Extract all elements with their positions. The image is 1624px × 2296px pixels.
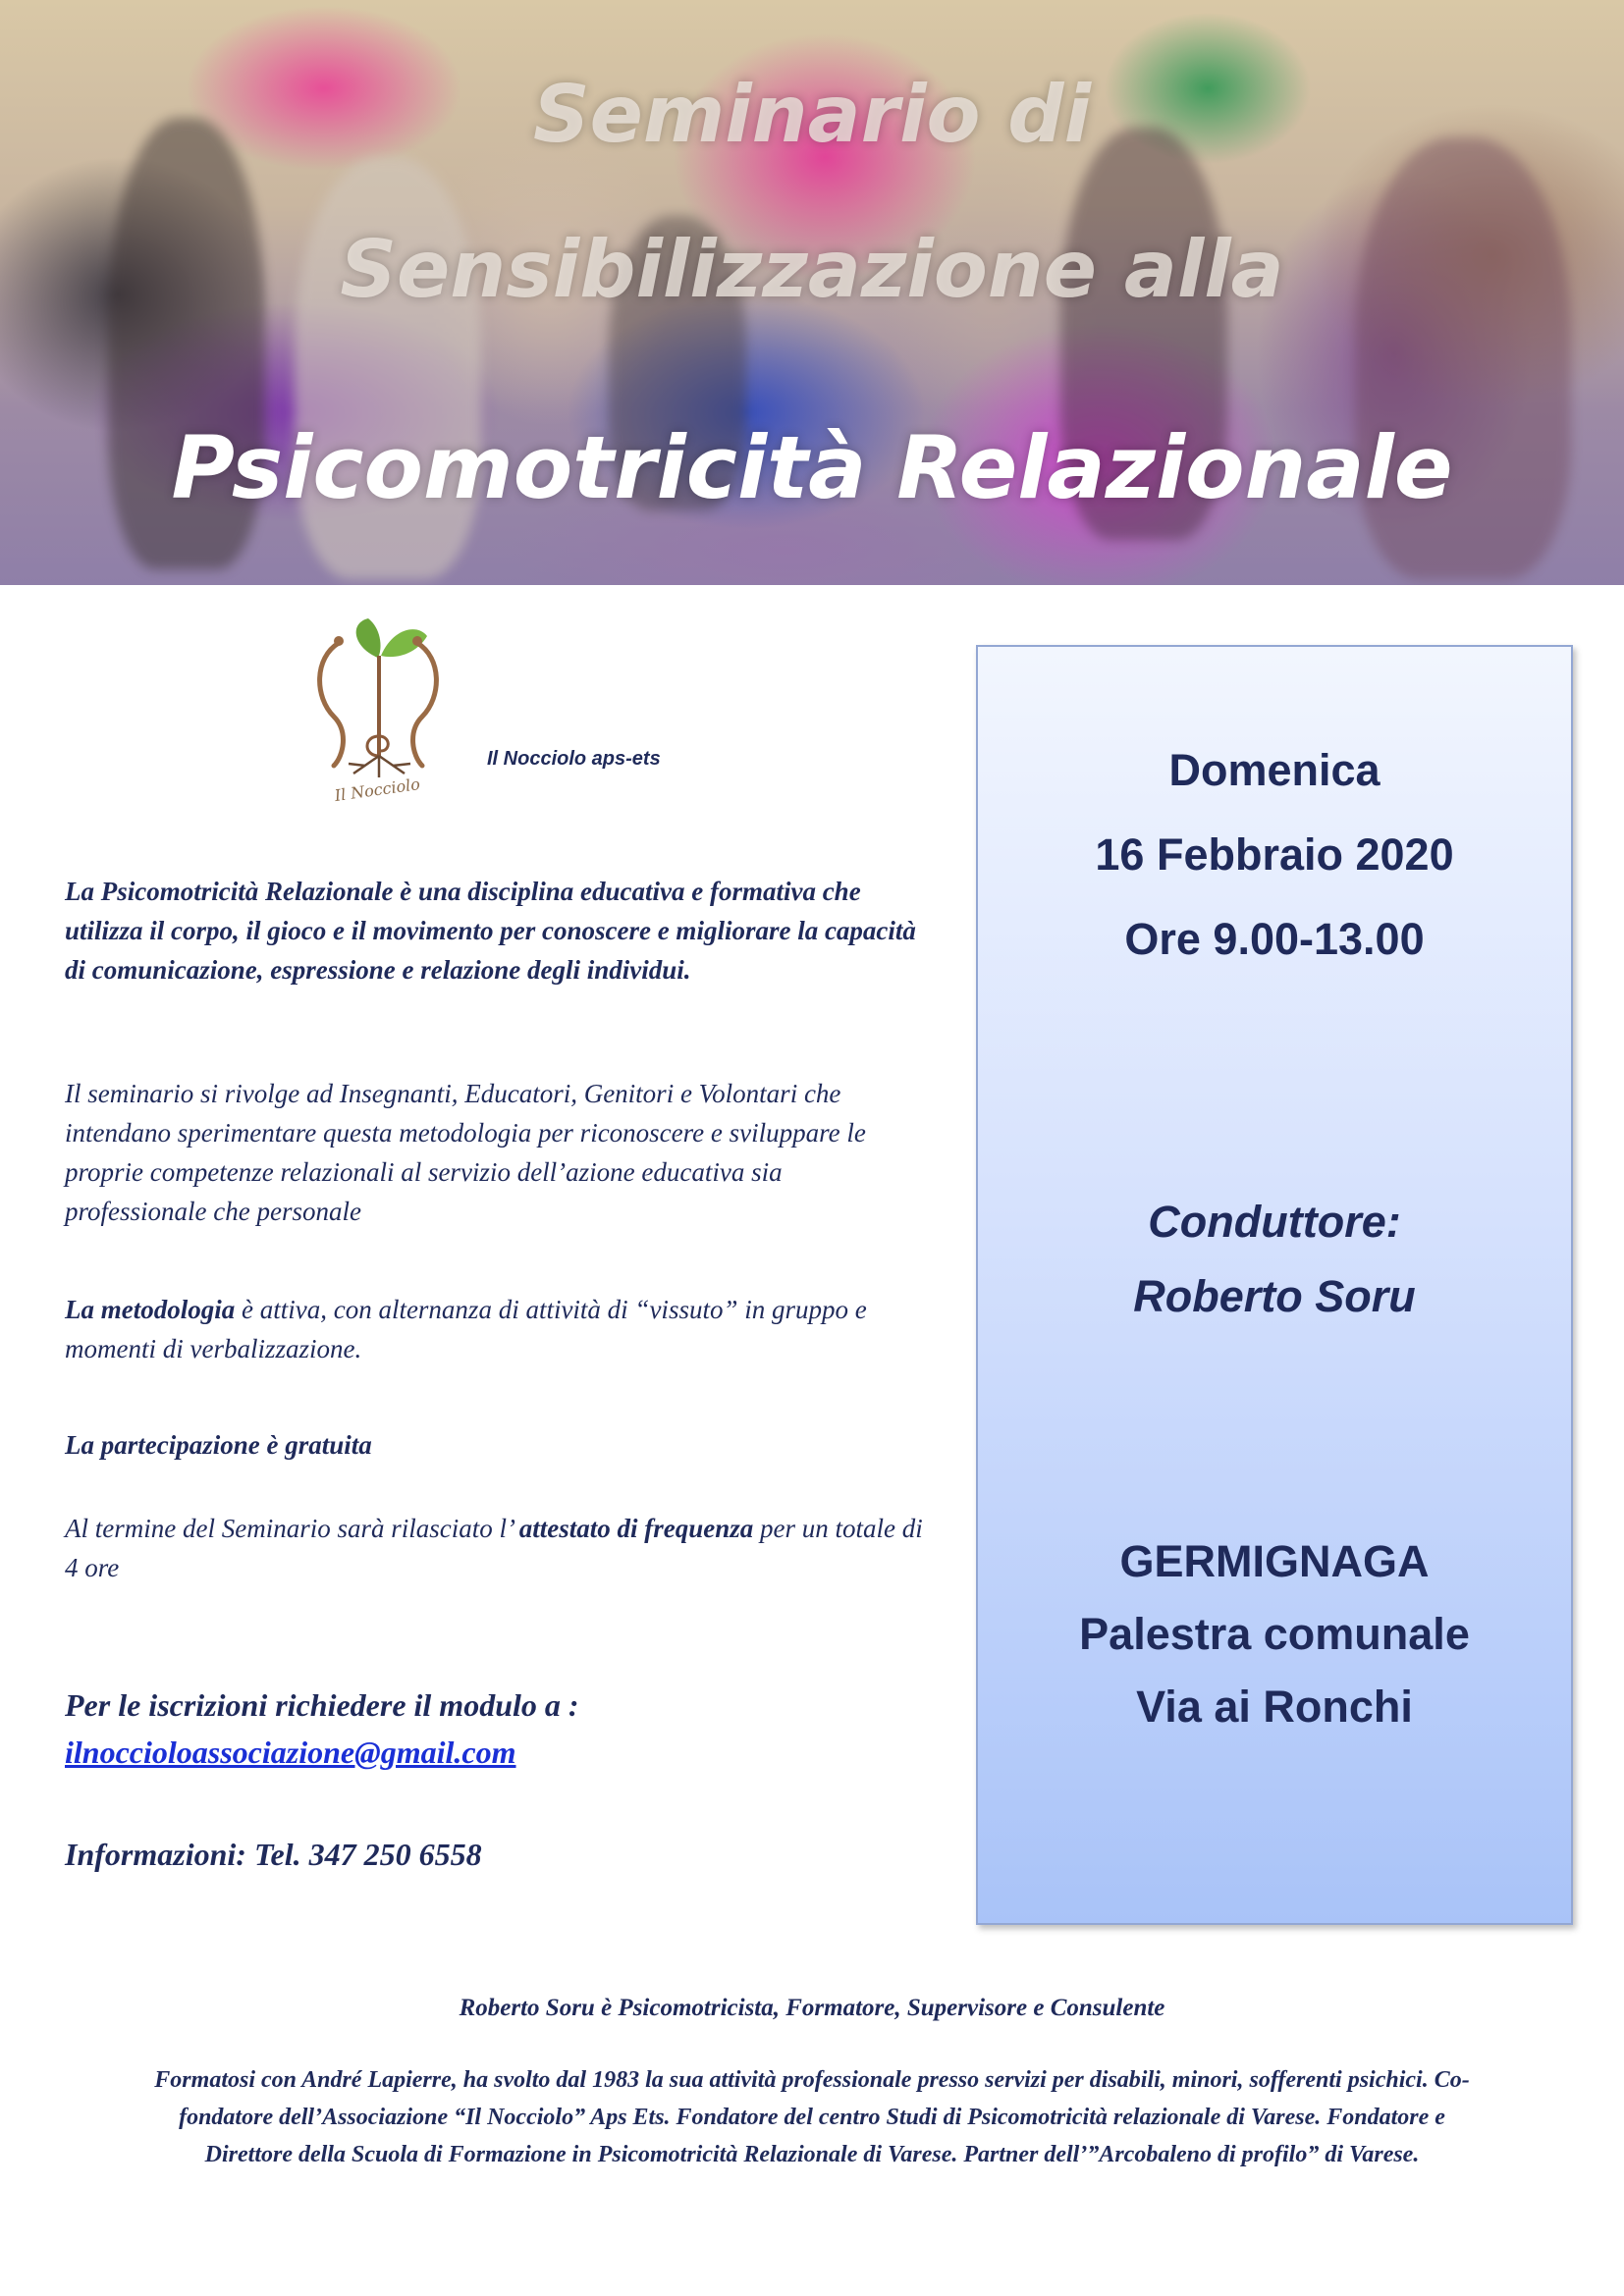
free-text: La partecipazione è gratuita — [65, 1430, 372, 1460]
method-text: è attiva, con alternanza di attività di “vissuto” in gruppo e momenti di verbalizzazione. — [65, 1295, 867, 1363]
enrollment-block — [65, 1682, 929, 1776]
email-link[interactable]: ilnoccioloassociazione@gmail.com — [65, 1735, 516, 1770]
event-date: 16 Febbraio 2020 — [1095, 829, 1454, 880]
method-paragraph — [65, 1290, 929, 1368]
cert-text-1: Al termine del Seminario sarà rilasciato l’ — [65, 1514, 519, 1543]
event-details-box — [976, 645, 1573, 1925]
bio-title: Roberto Soru è Psicomotricista, Formatore, Supervisore e Consulente — [459, 1995, 1165, 2021]
nocciolo-logo — [295, 609, 461, 805]
cert-bold: attestato di frequenza — [518, 1514, 754, 1543]
info-line: Informazioni: Tel. 347 250 6558 — [65, 1837, 482, 1872]
logo-text: Il Nocciolo — [333, 774, 421, 805]
event-city: GERMIGNAGA — [1119, 1536, 1430, 1586]
organization-name: Il Nocciolo aps-ets — [487, 748, 661, 770]
title-line-3: Psicomotricità Relazionale — [171, 417, 1453, 518]
title-line-1: Seminario di — [533, 69, 1091, 160]
header-photo — [0, 0, 1624, 585]
intro-paragraph — [65, 872, 929, 989]
event-venue: Palestra comunale — [1079, 1609, 1470, 1659]
conductor-name: Roberto Soru — [1133, 1271, 1416, 1321]
title-line-2: Sensibilizzazione alla — [340, 224, 1284, 315]
event-day: Domenica — [1168, 745, 1380, 795]
free-participation — [65, 1425, 929, 1465]
method-label: La metodologia — [65, 1295, 236, 1324]
event-time: Ore 9.00-13.00 — [1124, 914, 1425, 964]
event-street: Via ai Ronchi — [1136, 1682, 1413, 1732]
conductor-label: Conduttore: — [1148, 1197, 1401, 1247]
target-text: Il seminario si rivolge ad Insegnanti, Educatori, Genitori e Volontari che intendano sperimentare questa metodologia per riconoscere e sviluppare le proprie competenze relazionali al servizio dell’azione educativa sia professionale che personale — [65, 1079, 866, 1226]
target-paragraph — [65, 1074, 929, 1231]
intro-text: La Psicomotricità Relazionale è una disciplina educativa e formativa che utilizza il corpo, il gioco e il movimento per conoscere e migliorare la capacità di comunicazione, espressione e relazione degli individui. — [65, 877, 916, 985]
cert-text-2: per un totale di 4 ore — [65, 1514, 923, 1582]
certificate-paragraph — [65, 1509, 929, 1587]
bio-text: Formatosi con André Lapierre, ha svolto dal 1983 la sua attività professionale presso servizi per disabili, minori, sofferenti psichici. Co-fondatore dell’Associazione “Il Nocciolo” Aps Ets. Fondatore del centro Studi di Psicomotricità relazionale di Varese. Fondatore e Direttore della Scuola di Formazione in Psicomotricità Relazionale di Varese. Partner dell’”Arcobaleno di profilo” di Varese. — [154, 2067, 1470, 2167]
enroll-text: Per le iscrizioni richiedere il modulo a : — [65, 1687, 579, 1723]
